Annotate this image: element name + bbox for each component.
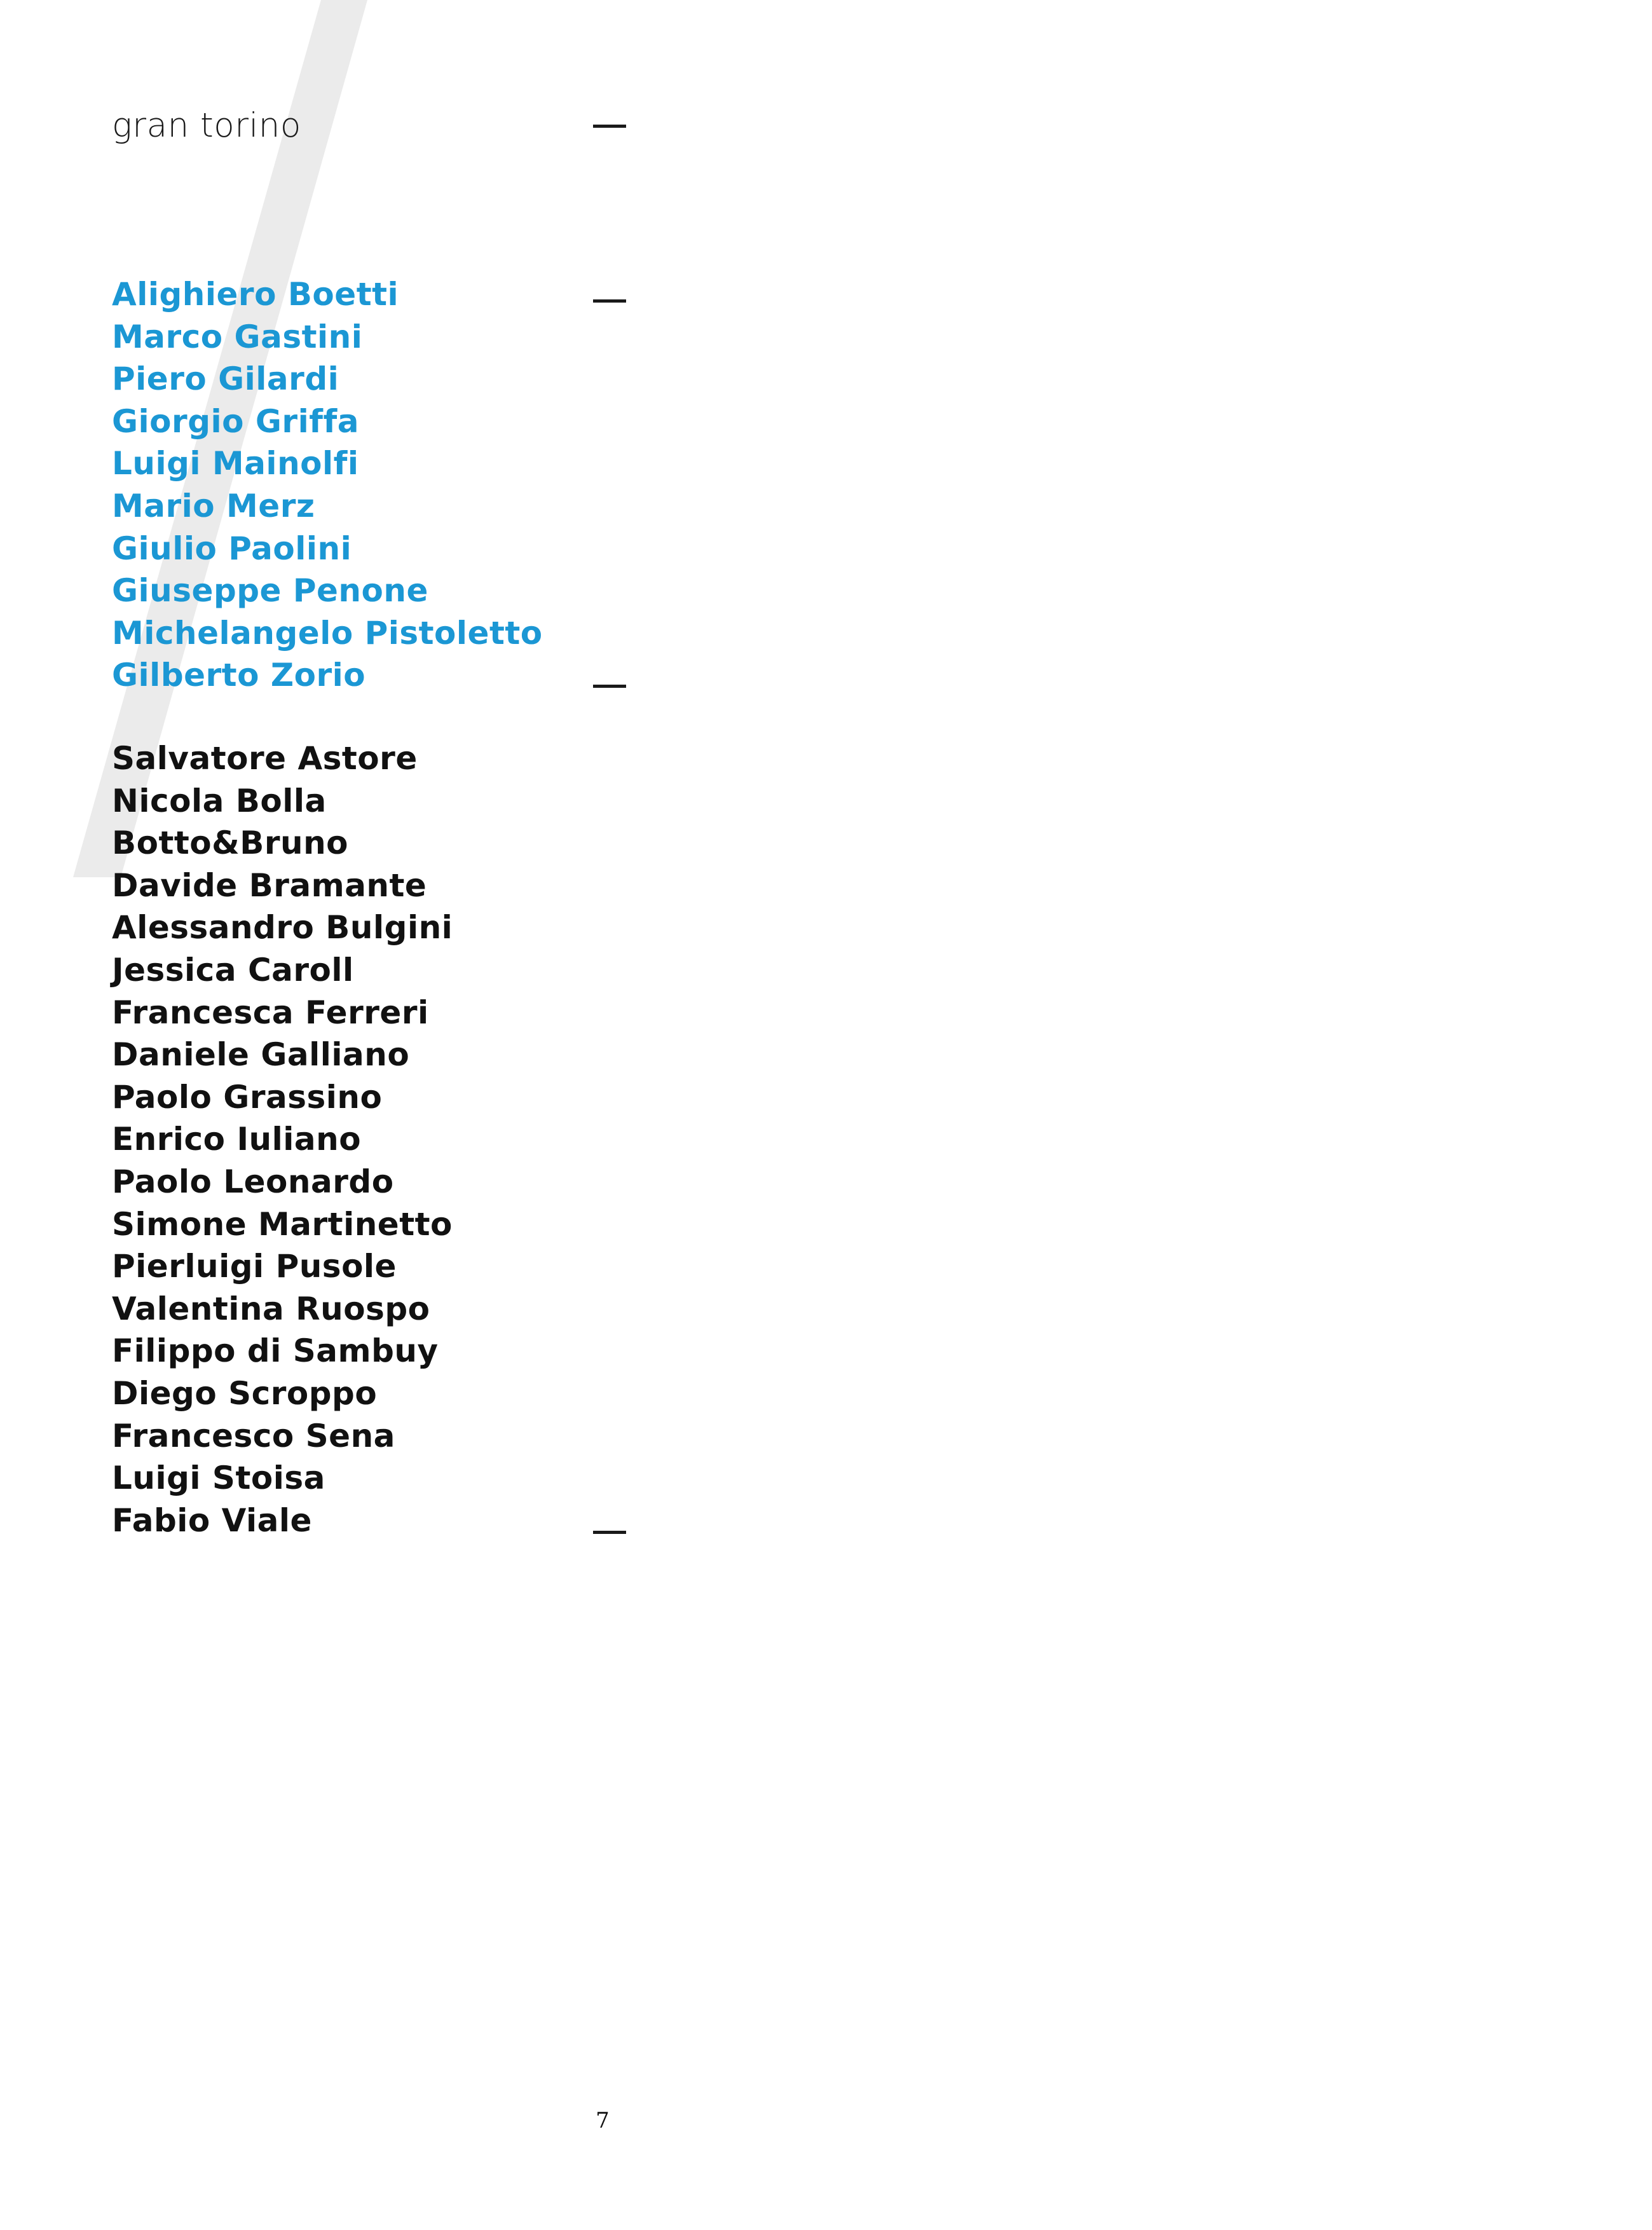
artist-name: Francesco Sena xyxy=(112,1417,395,1454)
artist-name: Gilberto Zorio xyxy=(112,657,366,694)
artist-name: Nicola Bolla xyxy=(112,782,327,819)
artist-name: Giuseppe Penone xyxy=(112,572,428,610)
divider-dash-header xyxy=(593,125,626,128)
artist-name: Francesca Ferreri xyxy=(112,994,429,1031)
artist-name: Valentina Ruospo xyxy=(112,1290,430,1327)
artist-name: Luigi Mainolfi xyxy=(112,445,359,482)
divider-dash-list-middle xyxy=(593,685,626,688)
arte-povera-artist-list xyxy=(112,273,543,697)
artist-name: Diego Scroppo xyxy=(112,1374,378,1412)
artist-name: Alessandro Bulgini xyxy=(112,909,453,947)
artist-name: Fabio Viale xyxy=(112,1501,312,1539)
divider-dash-list-end xyxy=(593,1531,626,1534)
artist-name: Daniele Galliano xyxy=(112,1036,410,1074)
artist-name: Paolo Leonardo xyxy=(112,1163,394,1200)
artist-name: Jessica Caroll xyxy=(112,951,354,988)
artist-name: Piero Gilardi xyxy=(112,360,339,398)
artist-name: Simone Martinetto xyxy=(112,1205,453,1243)
artist-name: Luigi Stoisa xyxy=(112,1460,325,1497)
artist-name: Paolo Grassino xyxy=(112,1078,383,1116)
artist-name: Enrico Iuliano xyxy=(112,1121,362,1158)
artist-name: Davide Bramante xyxy=(112,866,427,904)
artist-name: Salvatore Astore xyxy=(112,740,418,777)
young-artist-list xyxy=(112,737,453,1542)
artist-name: Filippo di Sambuy xyxy=(112,1332,439,1370)
page-title: gran torino xyxy=(112,106,301,145)
artist-name: Mario Merz xyxy=(112,487,315,524)
artist-name: Giulio Paolini xyxy=(112,530,352,567)
artist-name: Pierluigi Pusole xyxy=(112,1248,397,1285)
artist-name: Botto&Bruno xyxy=(112,824,349,862)
page-number: 7 xyxy=(596,2108,610,2133)
artist-name: Alighiero Boetti xyxy=(112,276,399,313)
artist-name: Marco Gastini xyxy=(112,318,363,355)
artist-name: Giorgio Griffa xyxy=(112,402,359,440)
artist-name: Michelangelo Pistoletto xyxy=(112,614,543,652)
divider-dash-list-start xyxy=(593,299,626,303)
